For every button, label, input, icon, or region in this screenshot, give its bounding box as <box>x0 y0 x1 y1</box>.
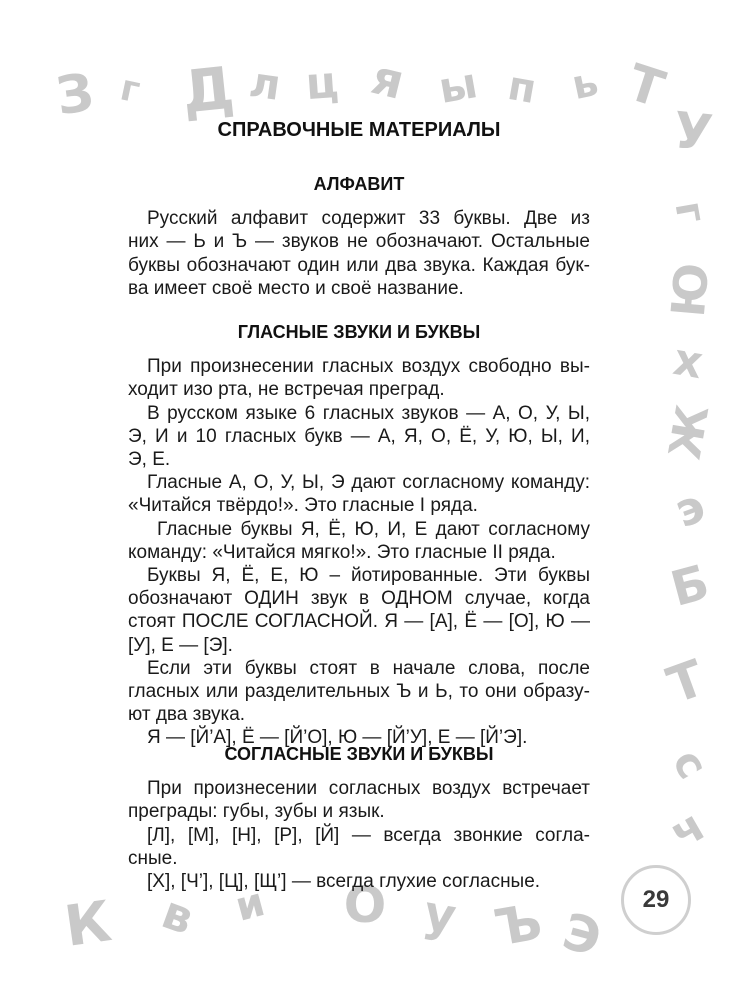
page-number-badge <box>621 865 691 935</box>
decorative-letter: Ю <box>660 260 720 320</box>
decorative-letter: я <box>366 49 410 111</box>
text-line: них — Ь и Ъ — звуков не обозначают. Остальные <box>128 231 590 253</box>
page-title: СПРАВОЧНЫЕ МАТЕРИАЛЫ <box>217 119 501 141</box>
paragraph <box>128 355 590 401</box>
text-line: гласных или разделительных Ъ и Ь, то они образу- <box>128 681 590 703</box>
decorative-letter: ч <box>661 799 714 860</box>
decorative-letter: З <box>52 62 98 128</box>
decorative-letter: Э <box>556 902 608 968</box>
paragraph <box>128 207 590 300</box>
text-line: Я — [Й’А], Ё — [Й’О], Ю — [Й’У], Е — [Й’Э]. <box>147 727 528 749</box>
text-line: При произнесении согласных воздух встречает <box>147 778 590 800</box>
text-line: Русский алфавит содержит 33 буквы. Две из <box>147 208 590 230</box>
text-line: В русском языке 6 гласных звуков — А, О, У, Ы, <box>147 402 590 424</box>
text-line: ют два звука. <box>128 704 246 726</box>
decorative-letter: у <box>419 884 461 946</box>
text-line: Гласные А, О, У, Ы, Э дают согласному команду: <box>147 472 590 494</box>
section-alphabet <box>128 173 590 300</box>
section-body <box>128 355 590 749</box>
decorative-letter: Т <box>660 648 712 716</box>
paragraph <box>128 657 590 727</box>
decorative-letter: в <box>155 884 201 946</box>
paragraph <box>128 564 590 657</box>
text-line: ходит изо рта, не встречая преград. <box>128 379 445 401</box>
section-heading: ГЛАСНЫЕ ЗВУКИ И БУКВЫ <box>237 322 481 342</box>
text-line: [Х], [Ч’], [Ц], [Щ’] — всегда глухие согласные. <box>147 871 541 893</box>
decorative-letter: Ъ <box>489 892 547 958</box>
section-body <box>128 777 590 893</box>
text-line: [Л], [М], [Н], [Р], [Й] — всегда звонкие согла- <box>147 824 590 846</box>
text-line: Если эти буквы стоят в начале слова, после <box>147 657 590 679</box>
decorative-letter: г <box>665 197 715 227</box>
text-line: При произнесении гласных воздух свободно вы- <box>147 356 590 378</box>
section-body <box>128 207 590 300</box>
text-line: буквы обозначают один или два звука. Каждая бук- <box>128 254 590 276</box>
paragraph <box>128 777 590 823</box>
decorative-letter: г <box>116 67 144 112</box>
decorative-letter: Т <box>620 53 672 119</box>
text-line: «Читайся твёрдо!». Это гласные I ряда. <box>128 495 478 517</box>
paragraph <box>128 824 590 870</box>
text-line: Э, И и 10 гласных букв — А, Я, О, Ё, У, Ю, Ы, И, <box>128 425 590 447</box>
text-line: Э, Е. <box>128 449 171 471</box>
paragraph <box>128 518 590 564</box>
text-line: обозначают ОДИН звук в ОДНОМ случае, когда <box>128 588 590 610</box>
page-number: 29 <box>642 886 670 913</box>
decorative-letter: п <box>504 62 540 114</box>
decorative-letter: Б <box>665 554 715 618</box>
paragraph <box>128 471 590 517</box>
text-line: команду: «Читайся мягко!». Это гласные II ряда. <box>128 541 556 563</box>
text-line: стоят ПОСЛЕ СОГЛАСНОЙ. Я — [А], Ё — [О], Ю — <box>128 611 590 633</box>
paragraph <box>128 402 590 472</box>
decorative-letter: х <box>669 333 707 390</box>
decorative-letter: Д <box>178 53 238 127</box>
section-consonants <box>128 743 590 893</box>
text-line: Гласные буквы Я, Ё, Ю, И, Е дают согласному <box>157 518 590 540</box>
text-line: преграды: губы, зубы и язык. <box>128 801 385 823</box>
paragraph <box>128 870 590 893</box>
decorative-letter: л <box>246 57 284 110</box>
text-line: сные. <box>128 847 178 869</box>
section-heading: СОГЛАСНЫЕ ЗВУКИ И БУКВЫ <box>224 744 494 764</box>
text-line: [У], Е — [Э]. <box>128 634 233 656</box>
decorative-letter: ы <box>434 58 481 113</box>
text-line: Буквы Я, Ё, Е, Ю – йотированные. Эти буквы <box>147 565 590 587</box>
decorative-letter: О <box>343 876 387 934</box>
decorative-letter: У <box>670 101 716 163</box>
decorative-letter: э <box>667 477 713 539</box>
section-heading: АЛФАВИТ <box>313 174 405 194</box>
decorative-letter: Ж <box>659 400 720 463</box>
decorative-letter: ц <box>303 56 341 111</box>
decorative-letter: и <box>230 879 270 931</box>
section-vowels <box>128 321 590 750</box>
decorative-letter: К <box>60 889 116 960</box>
text-line: ва имеет своё место и своё название. <box>128 277 464 299</box>
decorative-letter: с <box>662 740 718 787</box>
decorative-letter: ь <box>567 58 603 110</box>
